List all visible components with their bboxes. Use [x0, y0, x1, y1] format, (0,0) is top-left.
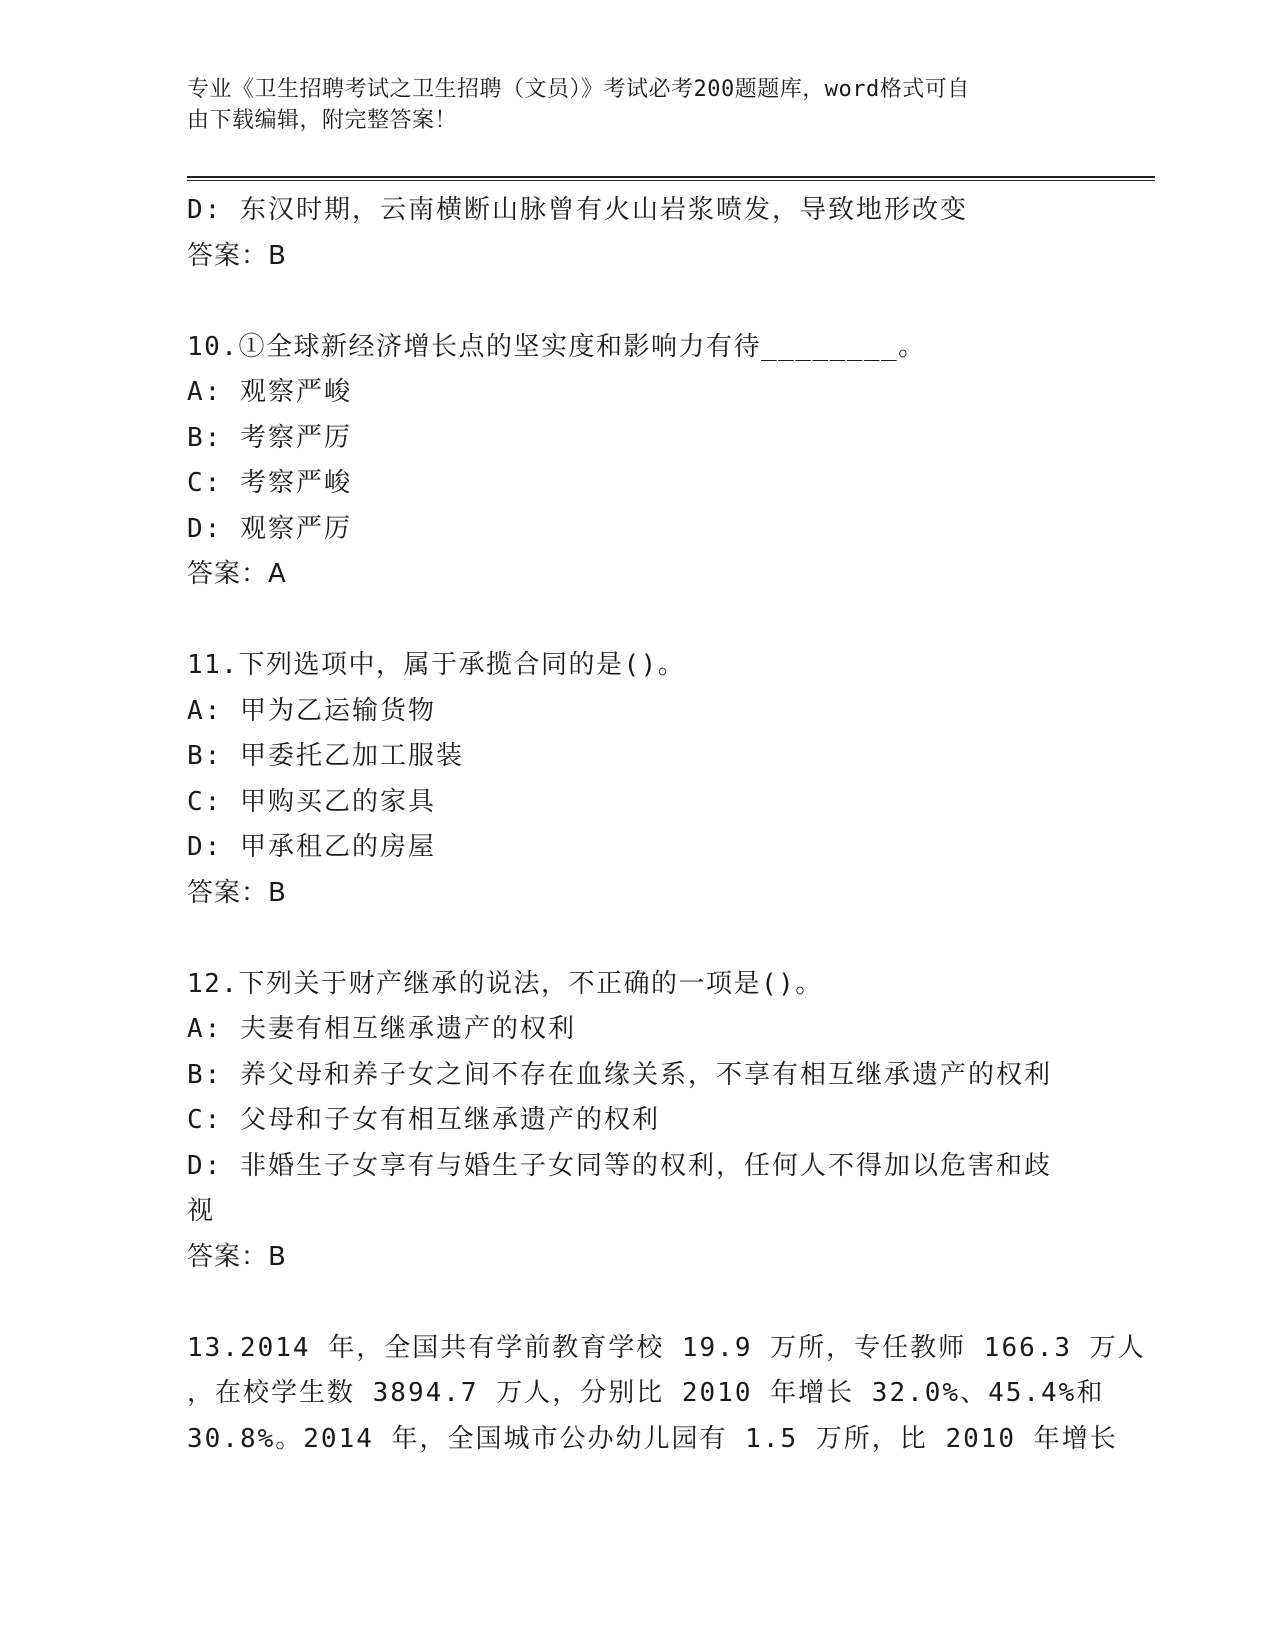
header-title-line1: 专业《卫生招聘考试之卫生招聘（文员）》考试必考200题题库，word格式可自	[187, 77, 970, 102]
option-c: C: 考察严峻	[187, 468, 352, 498]
question-11	[187, 643, 1087, 916]
option-b: B: 甲委托乙加工服装	[187, 741, 464, 771]
question-13	[187, 1326, 1146, 1463]
option-c: C: 甲购买乙的家具	[187, 786, 436, 817]
answer-line: 答案：B	[187, 240, 287, 271]
question-stem: 10.①全球新经济增长点的坚实度和影响力有待________。	[187, 331, 926, 362]
question-stem-line: 13.2014 年，全国共有学前教育学校 19.9 万所，专任教师 166.3 万人	[187, 1332, 1146, 1363]
option-d: D: 观察严厉	[187, 513, 352, 544]
option-d-continuation: 视	[187, 1196, 216, 1226]
answer-line: 答案：B	[187, 1241, 287, 1272]
question-stem: 11.下列选项中，属于承揽合同的是()。	[187, 650, 686, 680]
spacer	[187, 1280, 1087, 1326]
option-d: D: 甲承租乙的房屋	[187, 832, 436, 862]
question-stem-line: 30.8%。2014 年，全国城市公办幼儿园有 1.5 万所，比 2010 年增长	[187, 1423, 1118, 1454]
question-10	[187, 325, 1087, 598]
question-stem: 12.下列关于财产继承的说法，不正确的一项是()。	[187, 968, 823, 999]
header-title-line2: 由下载编辑，附完整答案！	[187, 108, 458, 133]
option-b: B: 养父母和养子女之间不存在血缘关系，不享有相互继承遗产的权利	[187, 1059, 1052, 1090]
option-a: A: 甲为乙运输货物	[187, 695, 436, 726]
spacer	[187, 598, 1087, 644]
option-a: A: 观察严峻	[187, 377, 352, 407]
document-header	[187, 74, 1087, 136]
answer-line: 答案：A	[187, 559, 287, 589]
option-a: A: 夫妻有相互继承遗产的权利	[187, 1014, 576, 1044]
question-stem-line: ，在校学生数 3894.7 万人，分别比 2010 年增长 32.0%、45.4%和	[187, 1378, 1105, 1408]
header-divider	[187, 176, 1155, 181]
answer-line: 答案：B	[187, 877, 287, 908]
spacer	[187, 916, 1087, 962]
option-b: B: 考察严厉	[187, 422, 352, 453]
question-12	[187, 962, 1087, 1281]
option-c: C: 父母和子女有相互继承遗产的权利	[187, 1105, 660, 1135]
spacer	[187, 279, 1087, 325]
option-d: D: 非婚生子女享有与婚生子女同等的权利，任何人不得加以危害和歧	[187, 1150, 1052, 1181]
document-body	[187, 188, 1146, 1462]
option-d: D: 东汉时期，云南横断山脉曾有火山岩浆喷发，导致地形改变	[187, 195, 968, 225]
